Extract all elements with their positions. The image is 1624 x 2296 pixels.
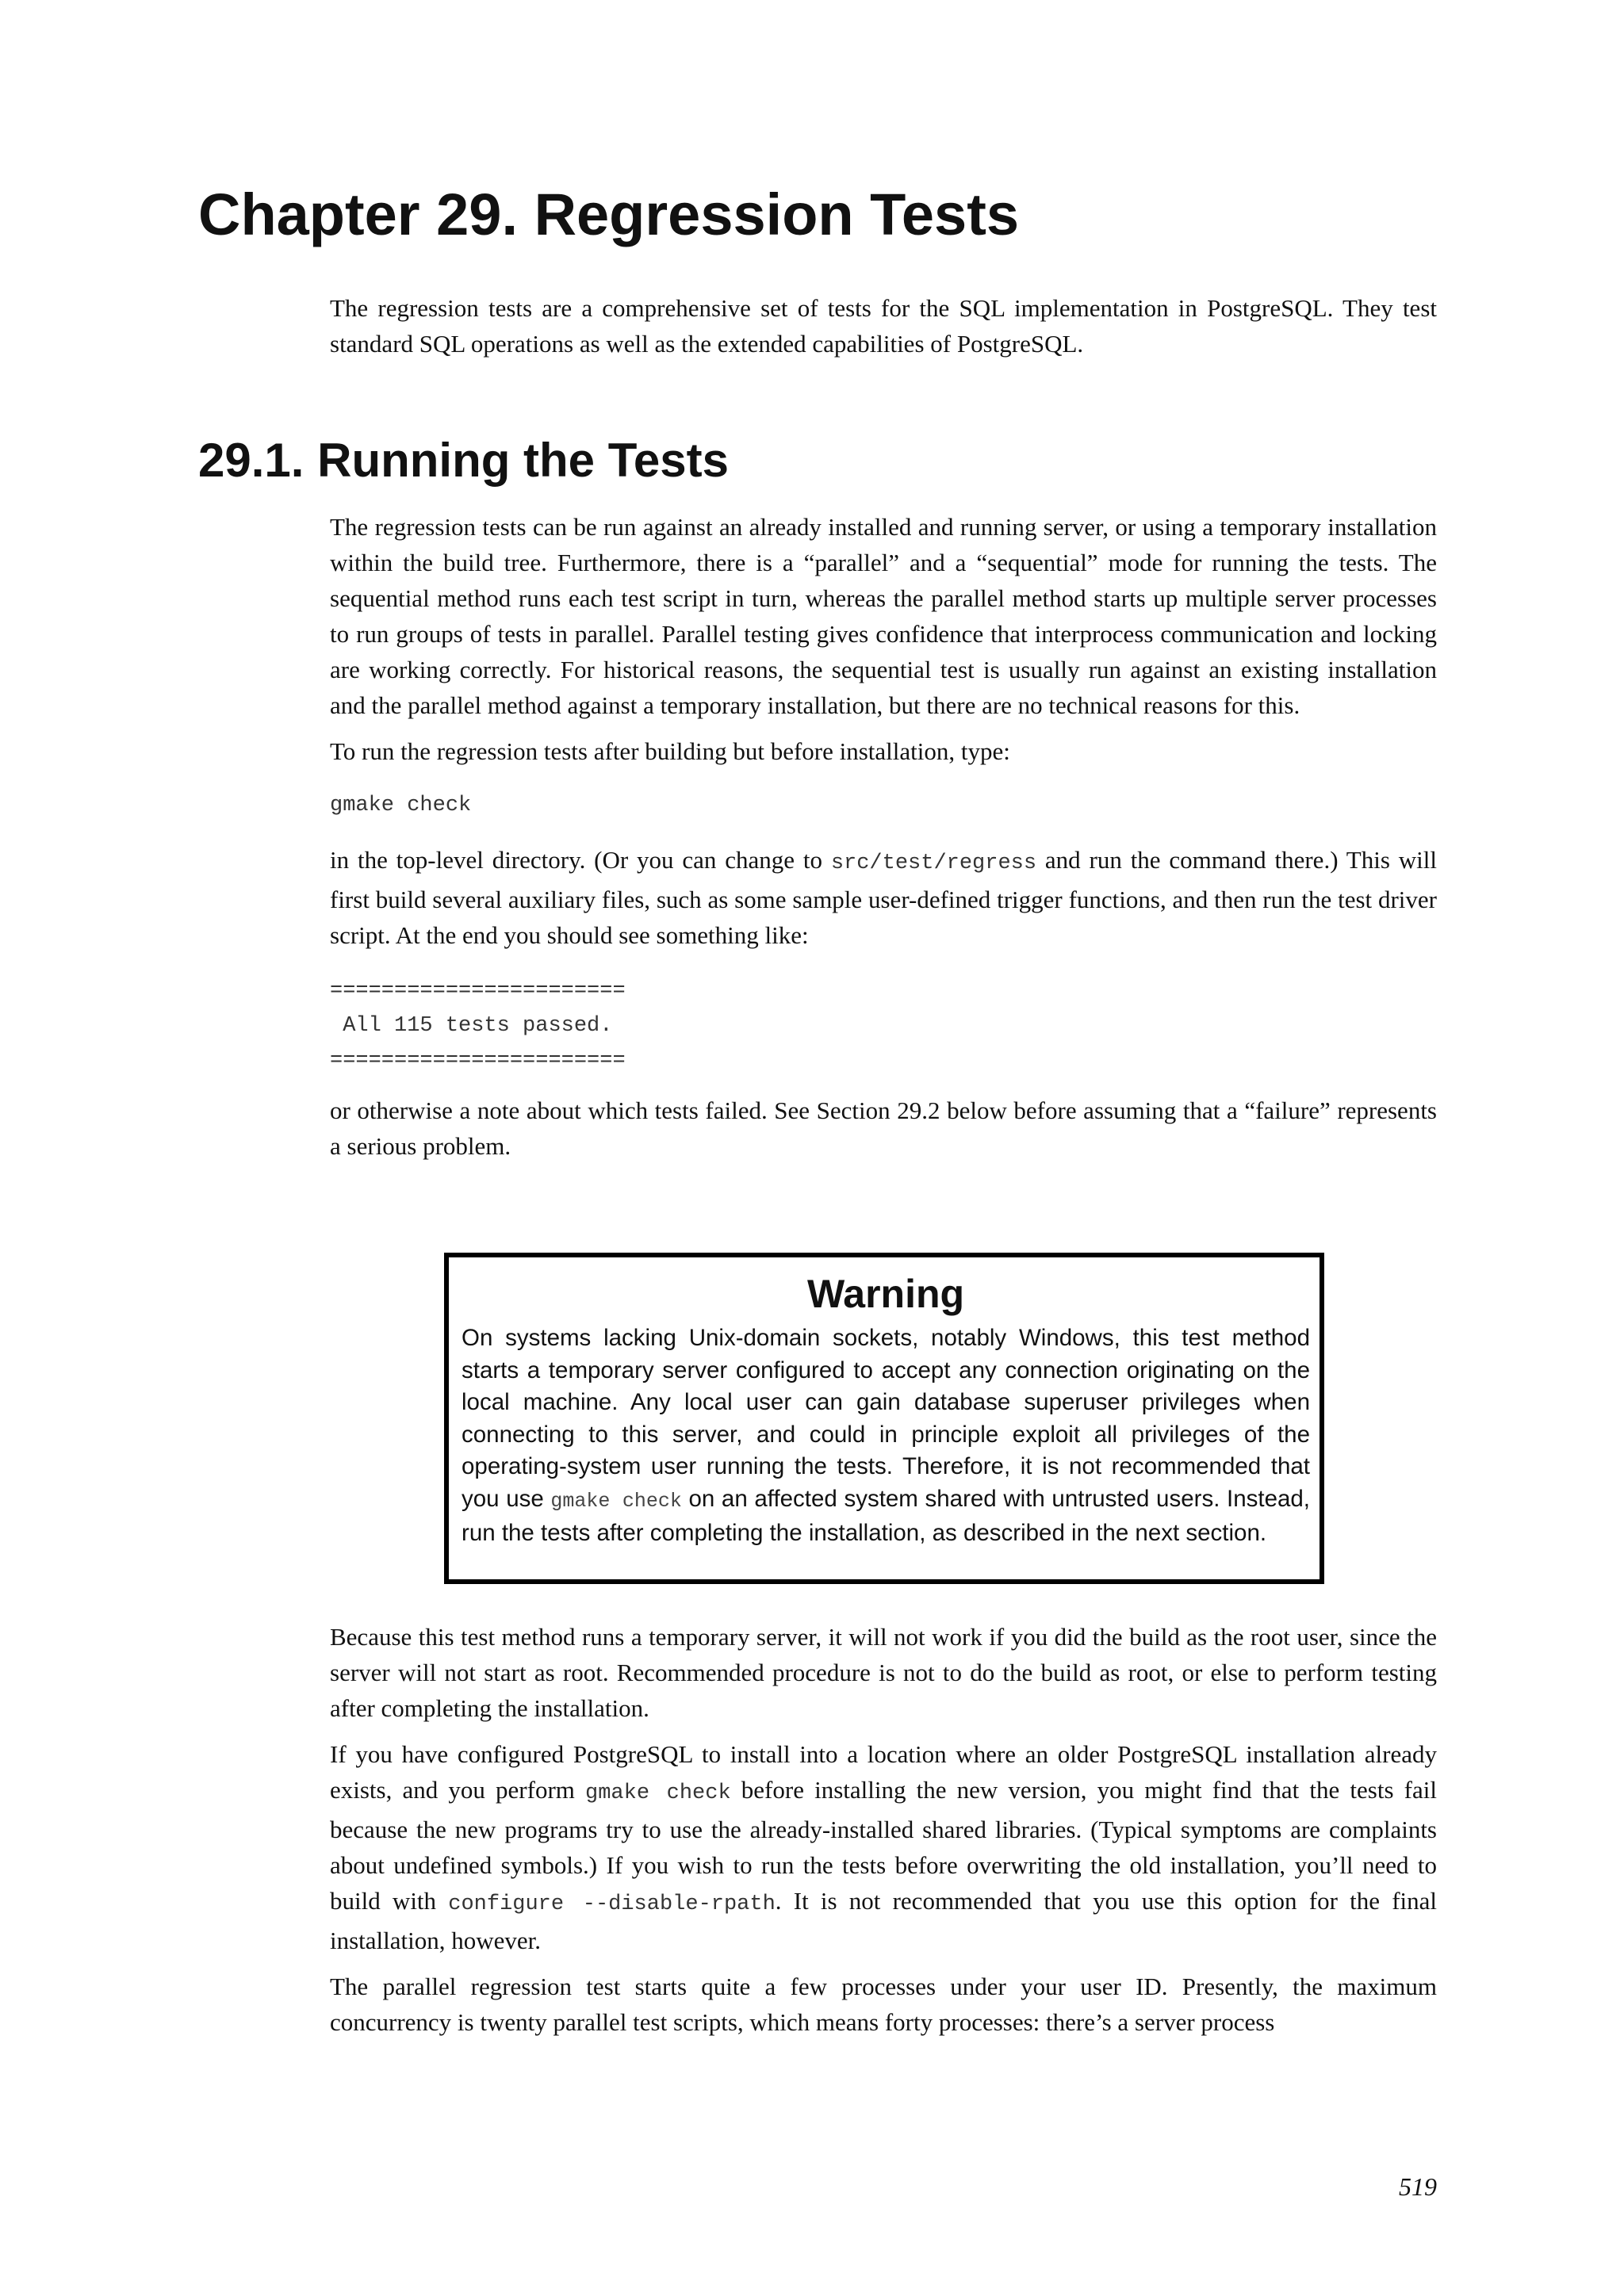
intro-paragraph: The regression tests are a comprehensive set of tests for the SQL implementation in PostgreSQL. They test standard SQL operations as well as the extended capabilities of PostgreSQL.: [330, 294, 1437, 358]
paragraph-text: before installing the new version, you might find that the tests fail because the new programs try to use the already-installed shared libraries. (Typical symptoms are complaints about undefined symbols.) If you wish to run the tests before overwriting the old installation, you’ll need to build with: [330, 1776, 1437, 1915]
paragraph-failure-note: or otherwise a note about which tests failed. See Section 29.2 below before assuming that a “failure” represents a serious problem.: [330, 1096, 1437, 1160]
warning-text-part: On systems lacking Unix-domain sockets, notably Windows, this test method starts a temporary server configured to accept any connection originating on the local machine. Any local user can gain database superuser privileges when connecting to this server, and could in principle exploit all privileges of the operating-system user running the tests. Therefore, it is not recommended that you use: [462, 1325, 1310, 1512]
warning-inline-code: gmake check: [550, 1489, 682, 1513]
section-title: 29.1. Running the Tests: [198, 434, 729, 487]
paragraph-text: in the top-level directory. (Or you can change to: [330, 846, 831, 874]
paragraph-modes: The regression tests can be run against an already installed and running server, or using a temporary installation within the build tree. Furthermore, there is a “parallel” and a “sequential” mode for running the tests. The sequential method runs each test script in turn, whereas the parallel method starts up multiple server processes to run groups of tests in parallel. Parallel testing gives confidence that interprocess communication and locking are working correctly. For historical reasons, the sequential test is usually run against an existing installation and the parallel method against a temporary installation, but there are no technical reasons for this.: [330, 513, 1437, 719]
paragraph-top-level-directory: [330, 842, 1437, 953]
chapter-title: Chapter 29. Regression Tests: [198, 182, 1019, 247]
paragraph-text: and run the command there.) This will first build several auxiliary files, such as some sample user-defined trigger functions, and then run the test driver script. At the end you should see something like:: [330, 846, 1437, 949]
warning-title: Warning: [806, 1272, 965, 1316]
code-block-gmake-check: gmake check: [330, 794, 472, 817]
paragraph-run-instruction: To run the regression tests after building but before installation, type:: [330, 737, 1010, 765]
paragraph-text: . It is not recommended that you use this option for the final installation, however.: [330, 1887, 1437, 1954]
section-body-upper: [330, 509, 1437, 1164]
page-number: 519: [1399, 2172, 1437, 2201]
warning-text-part: on an affected system shared with untrusted users. Instead, run the tests after completing the installation, as described in the next section.: [462, 1485, 1310, 1546]
paragraph-text: If you have configured PostgreSQL to install into a location where an older PostgreSQL installation already exists, and you perform: [330, 1740, 1437, 1804]
warning-text: [462, 1322, 1310, 1550]
inline-code-configure: configure --disable-rpath: [448, 1892, 776, 1916]
paragraph-older-installation: [330, 1736, 1437, 1958]
paragraph-parallel-processes: The parallel regression test starts quite a few processes under your user ID. Presently, the maximum concurrency is twenty parallel test scripts, which means forty processes: there’s a server process: [330, 1973, 1437, 2036]
intro-block: [330, 290, 1437, 362]
section-body-lower: [330, 1619, 1437, 2040]
warning-box: [444, 1253, 1324, 1584]
code-block-test-output: ======================= All 115 tests passed. =======================: [330, 979, 626, 1073]
inline-code-path: src/test/regress: [830, 851, 1037, 875]
inline-code-gmake-check: gmake check: [585, 1781, 731, 1805]
paragraph-root-user: Because this test method runs a temporary server, it will not work if you did the build as the root user, since the server will not start as root. Recommended procedure is not to do the build as root, or else to perform testing after completing the installation.: [330, 1623, 1437, 1722]
